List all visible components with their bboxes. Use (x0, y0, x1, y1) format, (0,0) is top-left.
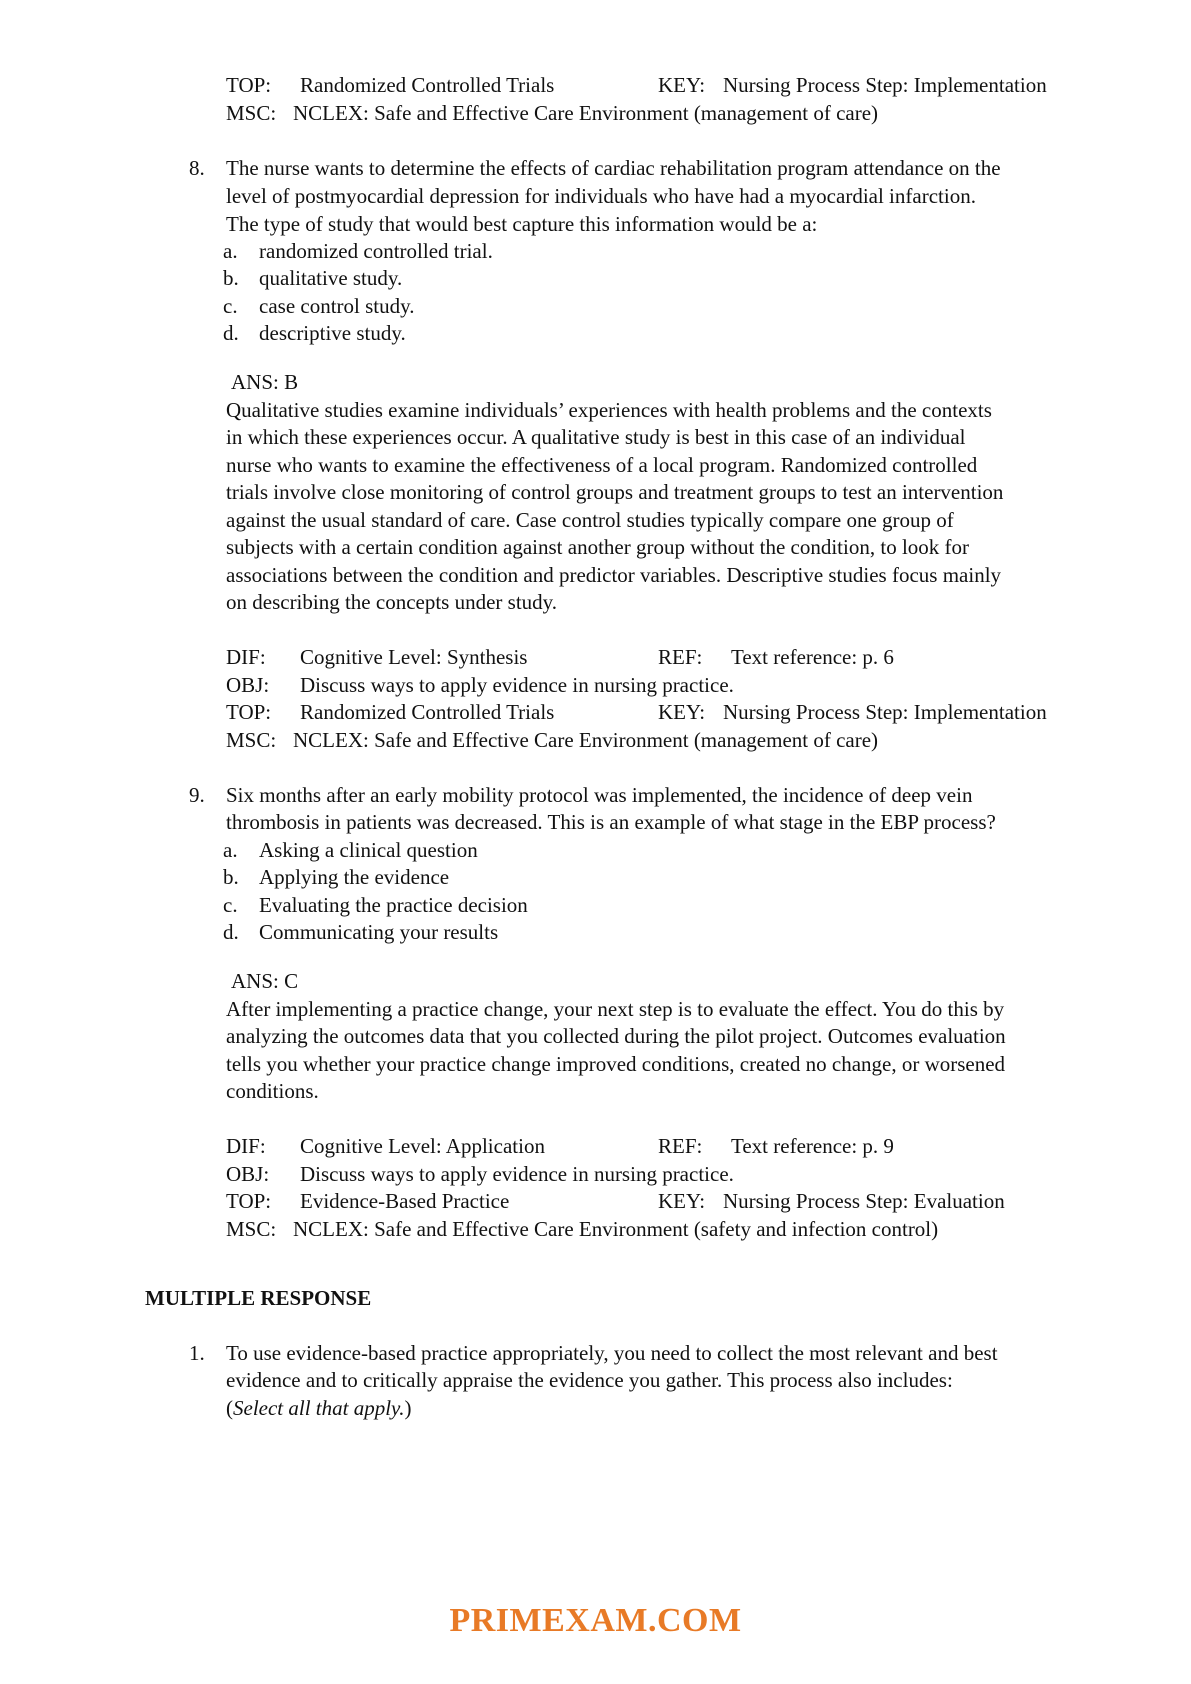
key-label: KEY: (658, 73, 706, 97)
option-text: case control study. (259, 294, 415, 318)
question-stem: level of postmyocardial depression for individuals who have had a myocardial infarction. (226, 184, 976, 208)
question-stem: Six months after an early mobility protocol was implemented, the incidence of deep vein (226, 783, 973, 807)
option-letter: b. (223, 266, 239, 290)
key-label: KEY: (658, 700, 706, 724)
top-label: TOP: (226, 1189, 272, 1213)
option-text: Evaluating the practice decision (259, 893, 528, 917)
rationale-line: analyzing the outcomes data that you collected during the pilot project. Outcomes evaluation (226, 1024, 1006, 1048)
answer-key: ANS: C (231, 969, 299, 993)
dif-value: Cognitive Level: Synthesis (300, 645, 528, 669)
ref-label: REF: (658, 645, 703, 669)
option-text: Communicating your results (259, 920, 499, 944)
ref-label: REF: (658, 1134, 703, 1158)
msc-value: NCLEX: Safe and Effective Care Environment (safety and infection control) (293, 1217, 939, 1241)
option-letter: a. (223, 239, 238, 263)
question-number: 1. (189, 1341, 205, 1365)
top-value: Randomized Controlled Trials (300, 73, 555, 97)
key-value: Nursing Process Step: Implementation (723, 73, 1047, 97)
question-number: 8. (189, 156, 205, 180)
option-letter: d. (223, 920, 239, 944)
section-heading: MULTIPLE RESPONSE (145, 1286, 372, 1310)
msc-value: NCLEX: Safe and Effective Care Environment (management of care) (293, 728, 879, 752)
option-letter: a. (223, 838, 238, 862)
obj-label: OBJ: (226, 673, 270, 697)
question-stem: The type of study that would best capture this information would be a: (226, 212, 818, 236)
option-letter: c. (223, 294, 238, 318)
option-letter: b. (223, 865, 239, 889)
msc-value: NCLEX: Safe and Effective Care Environment (management of care) (293, 101, 879, 125)
footer-watermark: PRIMEXAM.COM (449, 1602, 742, 1639)
select-all-instruction (226, 1395, 411, 1422)
rationale-line: nurse who wants to examine the effectiveness of a local program. Randomized controlled (226, 453, 978, 477)
dif-label: DIF: (226, 645, 266, 669)
paren-close: ) (404, 1396, 412, 1420)
ref-value: Text reference: p. 9 (731, 1134, 894, 1158)
rationale-line: Qualitative studies examine individuals’ experiences with health problems and the contexts (226, 398, 992, 422)
option-text: Applying the evidence (259, 865, 450, 889)
key-value: Nursing Process Step: Implementation (723, 700, 1047, 724)
question-stem: thrombosis in patients was decreased. This is an example of what stage in the EBP process? (226, 810, 996, 834)
question-number: 9. (189, 783, 205, 807)
top-label: TOP: (226, 73, 272, 97)
option-text: qualitative study. (259, 266, 403, 290)
rationale-line: on describing the concepts under study. (226, 590, 558, 614)
option-text: descriptive study. (259, 321, 406, 345)
key-label: KEY: (658, 1189, 706, 1213)
question-stem: The nurse wants to determine the effects of cardiac rehabilitation program attendance on the (226, 156, 1001, 180)
rationale-line: subjects with a certain condition against another group without the condition, to look for (226, 535, 970, 559)
instruction-text: Select all that apply. (233, 1396, 405, 1420)
msc-label: MSC: (226, 101, 277, 125)
rationale-line: conditions. (226, 1079, 319, 1103)
option-letter: c. (223, 893, 238, 917)
rationale-line: trials involve close monitoring of control groups and treatment groups to test an intervention (226, 480, 1004, 504)
option-letter: d. (223, 321, 239, 345)
paren-open: ( (226, 1396, 233, 1420)
rationale-line: in which these experiences occur. A qualitative study is best in this case of an individual (226, 425, 966, 449)
msc-label: MSC: (226, 1217, 277, 1241)
key-value: Nursing Process Step: Evaluation (723, 1189, 1005, 1213)
rationale-line: After implementing a practice change, your next step is to evaluate the effect. You do this by (226, 997, 1005, 1021)
dif-label: DIF: (226, 1134, 266, 1158)
msc-label: MSC: (226, 728, 277, 752)
question-stem: To use evidence-based practice appropriately, you need to collect the most relevant and best (226, 1341, 998, 1365)
answer-key: ANS: B (231, 370, 299, 394)
obj-label: OBJ: (226, 1162, 270, 1186)
top-value: Randomized Controlled Trials (300, 700, 555, 724)
rationale-line: associations between the condition and predictor variables. Descriptive studies focus mainly (226, 563, 1002, 587)
rationale-line: against the usual standard of care. Case control studies typically compare one group of (226, 508, 954, 532)
rationale-line: tells you whether your practice change improved conditions, created no change, or worsened (226, 1052, 1006, 1076)
obj-value: Discuss ways to apply evidence in nursing practice. (300, 1162, 734, 1186)
option-text: Asking a clinical question (259, 838, 478, 862)
question-stem: evidence and to critically appraise the evidence you gather. This process also includes: (226, 1368, 953, 1392)
option-text: randomized controlled trial. (259, 239, 493, 263)
obj-value: Discuss ways to apply evidence in nursing practice. (300, 673, 734, 697)
ref-value: Text reference: p. 6 (731, 645, 894, 669)
top-value: Evidence-Based Practice (300, 1189, 510, 1213)
dif-value: Cognitive Level: Application (300, 1134, 545, 1158)
top-label: TOP: (226, 700, 272, 724)
